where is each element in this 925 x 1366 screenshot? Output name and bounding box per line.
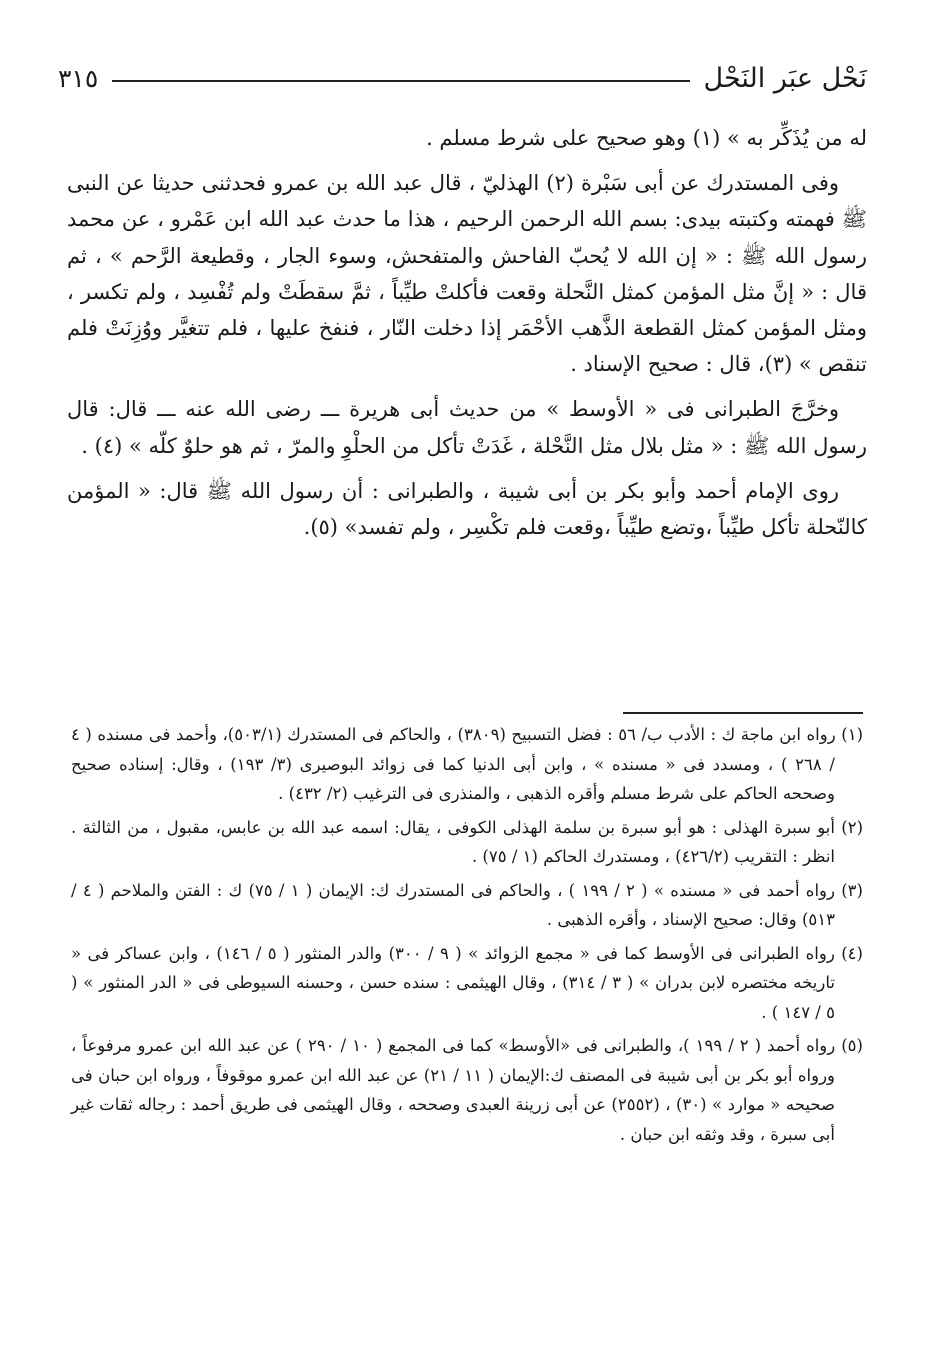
running-title: نَحْل عبَر النَحْل	[703, 62, 867, 94]
footnote-separator	[623, 712, 863, 714]
footnotes	[71, 720, 863, 1149]
header-rule	[112, 80, 689, 82]
paragraph: وخرَّجَ الطبرانى فى « الأوسط » من حديث أبى هريرة ـــ رضى الله عنه ـــ قال: قال رسول الله ﷺ : « مثل بلال مثل النَّحْلة ، غَدَتْ تأكل من الحلْوِ والمرّ ، ثم هو حلوٌ كلّه » (٤) .	[67, 397, 867, 458]
footnote: (٤) رواه الطبرانى فى الأوسط كما فى « مجمع الزوائد » ( ٩ / ٣٠٠) والدر المنثور ( ٥ / ١٤٦) ، وابن عساكر فى « تاريخه مختصره لابن بدران » ( ٣ / ٣١٤) ، وقال الهيثمى : سنده حسن ، وحسنه السيوطى فى « الدر المنثور » ( ٥ / ١٤٧ ) .	[71, 943, 863, 1022]
footnote: (٣) رواه أحمد فى « مسنده » ( ٢ / ١٩٩ ) ، والحاكم فى المستدرك ك: الإيمان ( ١ / ٧٥) ك : الفتن والملاحم ( ٤ / ٥١٣) وقال: صحيح الإسناد ، وأقره الذهبى .	[71, 880, 863, 929]
footnote: (٥) رواه أحمد ( ٢ / ١٩٩ )، والطبرانى فى «الأوسط» كما فى المجمع ( ١٠ / ٢٩٠ ) عن عبد الله ابن عمرو مرفوعاً ، ورواه أبو بكر بن أبى شيبة فى المصنف ك:الإيمان ( ١١ / ٢١) عن عبد الله ابن عمرو موقوفاً ، ورواه ابن حبان فى صحيحه « موارد » (٣٠) ، (٢٥٥٢) عن أبى زرينة العبدى وصححه ، وقال الهيثمى فى طريق أحمد : رجاله ثقات غير أبى سبرة ، وقد وثقه ابن حبان .	[71, 1036, 863, 1144]
footnote: (١) رواه ابن ماجة ك : الأدب ب/ ٥٦ : فضل التسبيح (٣٨٠٩) ، والحاكم فى المستدرك (٥٠٣/١)، وأحمد فى مسنده ( ٤ / ٢٦٨ ) ، ومسدد فى « مسنده » ، وابن أبى الدنيا كما فى زوائد البوصيرى (٣/ ١٩٣) ، وقال: إسناده صحيح وصححه الحاكم على شرط مسلم وأقره الذهبى ، والمنذرى فى الترغيب (٢/ ٤٣٢) .	[71, 725, 863, 803]
footnote: (٢) أبو سبرة الهذلى : هو أبو سبرة بن سلمة الهذلى الكوفى ، يقال: اسمه عبد الله بن عابس، مقبول ، من الثالثة . انظر : التقريب (٤٢٦/٢) ، ومستدرك الحاكم (١ / ٧٥) .	[71, 817, 863, 866]
paragraph: وفى المستدرك عن أبى سَبْرة (٢) الهذليّ ، قال عبد الله بن عمرو فحدثنى حديثا عن النبى ﷺ فهمته وكتبته بيدى: بسم الله الرحمن الرحيم ، هذا ما حدث عبد الله ابن عَمْرو ، عن محمد رسول الله ﷺ : « إن الله لا يُحبّ الفاحش والمتفحش، وسوء الجار ، وقطيعة الرَّحم » ، ثم قال : « إنَّ مثل المؤمن كمثل النَّحلة وقعت فأكلتْ طيِّباً ، ثمَّ سقطَتْ ولم تُفْسِد ، ولم تكسر ، ومثل المؤمن كمثل القطعة الذَّهب الأحْمَر إذا دخلت النّار ، فنفخ عليها ، فلم تتغيَّر ووُزِنَتْ فلم تنقص » (٣)، قال : صحيح الإسناد .	[67, 171, 867, 377]
main-text	[67, 120, 867, 554]
paragraph: روى الإمام أحمد وأبو بكر بن أبى شيبة ، والطبرانى : أن رسول الله ﷺ قال: « المؤمن كالنّحلة تأكل طيِّباً ،وتضع طيِّباً ،وقعت فلم تكْسِر ، ولم تفسد» (٥).	[67, 478, 867, 540]
page-number: ٣١٥	[58, 63, 99, 93]
paragraph: له من يُذَكِّر به » (١) وهو صحيح على شرط مسلم .	[426, 126, 867, 150]
page-header	[58, 58, 867, 98]
